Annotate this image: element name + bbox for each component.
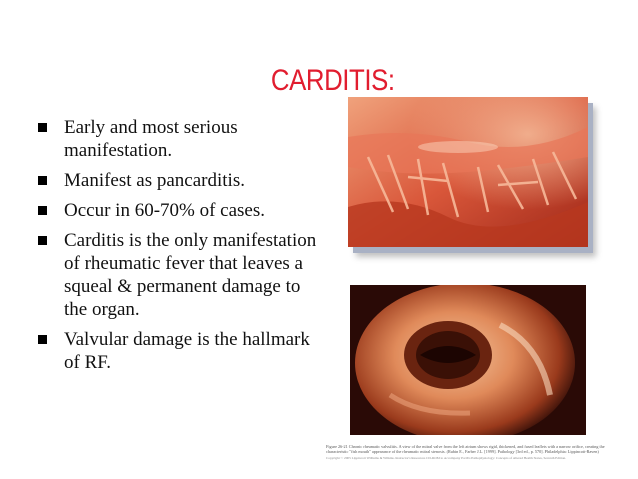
bullet-item (38, 199, 320, 222)
figure-caption (326, 444, 622, 462)
bullet-list (38, 116, 320, 381)
square-bullet-icon (38, 123, 47, 132)
slide-title: CARDITIS: (270, 64, 395, 98)
mitral-valve-photo (350, 285, 586, 435)
figure-copyright: Copyright © 2005 Lippincott Williams & Wilkins. Instructor's Resources CD-ROM to Accompany Porth's Pathophysiology: Concepts of Altered Health States, Seventh Edition. (326, 456, 567, 461)
chordae-illustration (348, 97, 588, 247)
bullet-text: Manifest as pancarditis. (64, 170, 245, 191)
bullet-text: Valvular damage is the hallmark of RF. (64, 329, 310, 373)
heart-chordae-photo (348, 97, 588, 247)
square-bullet-icon (38, 206, 47, 215)
fish-mouth-valve-illustration (350, 285, 586, 435)
bullet-text: Occur in 60-70% of cases. (64, 200, 266, 221)
bullet-text: Carditis is the only manifestation of rheumatic fever that leaves a squeal & permanent damage to the organ. (64, 230, 317, 320)
bullet-text: Early and most serious manifestation. (64, 117, 238, 161)
bullet-item (38, 328, 320, 374)
square-bullet-icon (38, 236, 47, 245)
bullet-item (38, 116, 320, 162)
bullet-item (38, 169, 320, 192)
figure-caption-text: Figure 26-21 Chronic rheumatic valvulitis. A view of the mitral valve from the left atrium shows rigid, thickened, and fused leaflets with a narrow orifice, creating the characteristic "fish mouth" appearance of the rheumatic mitral stenosis. (Rubin E., Farber J.L. [1999]. Pathology [3rd ed., p. 570]. Philadelphia: Lippincott-Raven) (326, 444, 605, 455)
square-bullet-icon (38, 176, 47, 185)
bullet-item (38, 229, 320, 321)
square-bullet-icon (38, 335, 47, 344)
